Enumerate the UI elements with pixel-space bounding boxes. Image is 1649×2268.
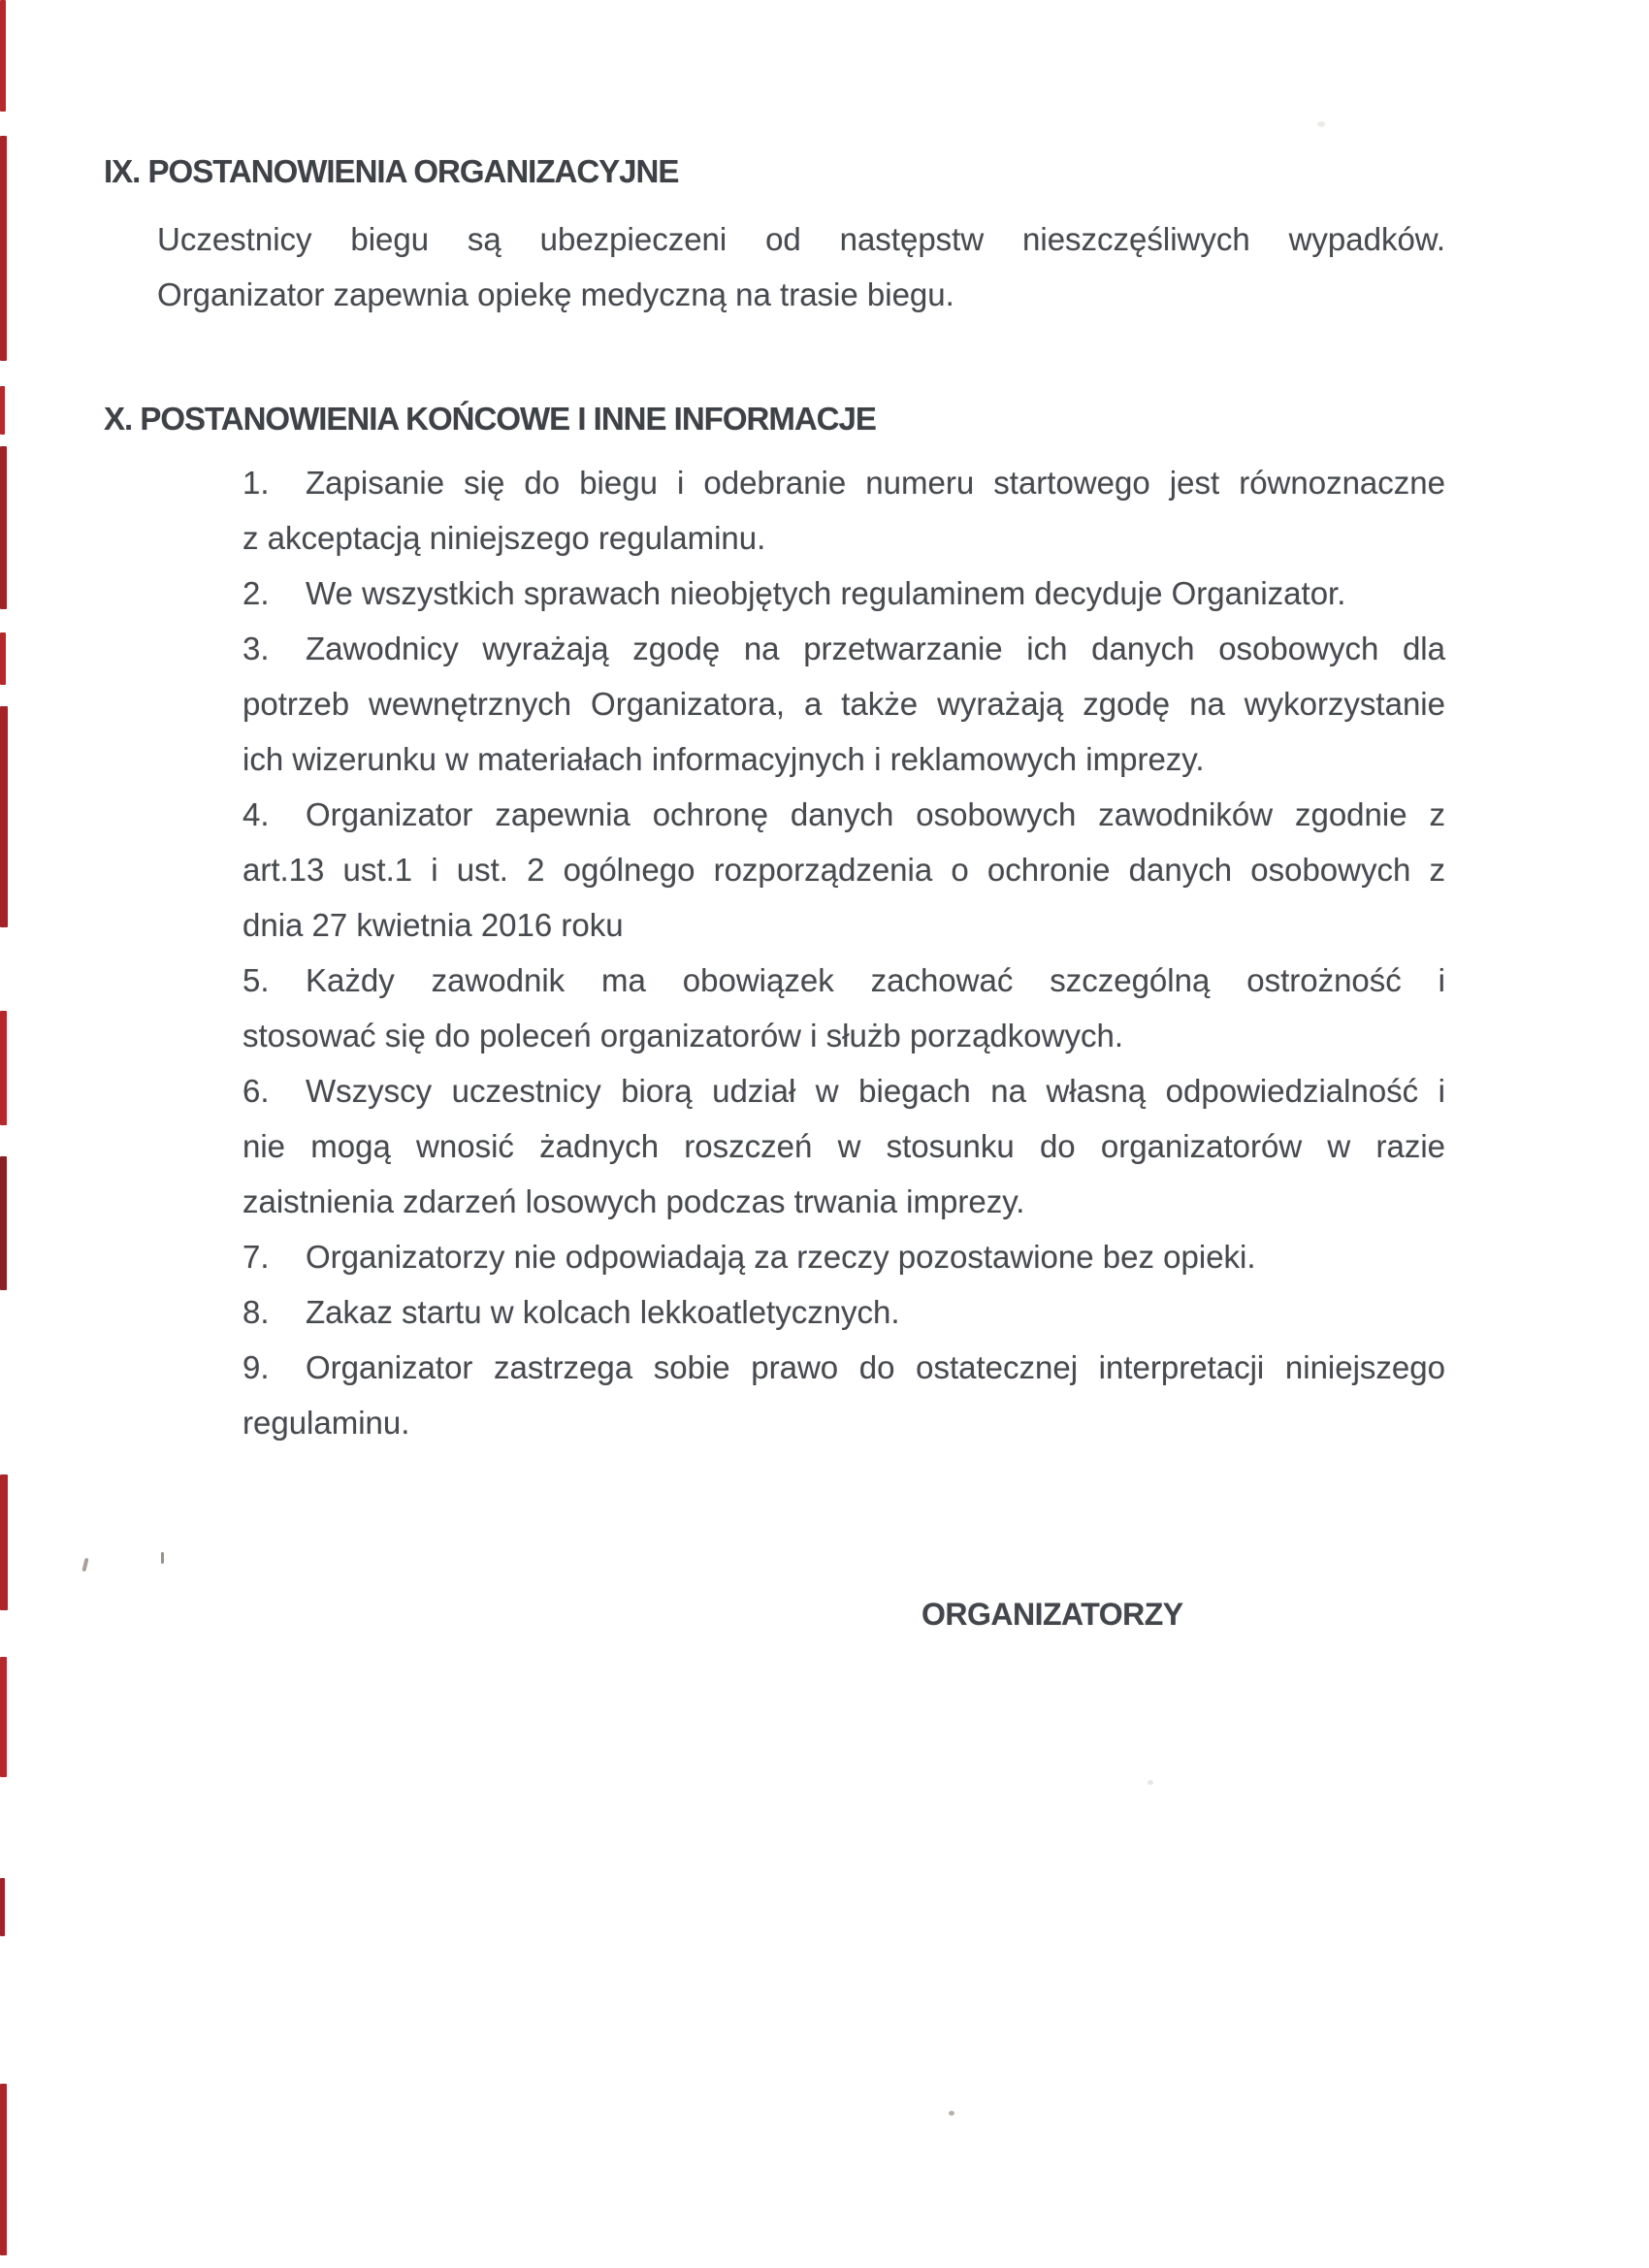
text-run: dnia 27 kwietnia 2016 roku xyxy=(242,907,624,943)
list-item-number: 9. xyxy=(242,1349,270,1385)
text-run: zaistnienia zdarzeń losowych podczas trwania imprezy. xyxy=(242,1183,1025,1219)
scan-edge-segment xyxy=(0,1156,7,1290)
text-run: Organizator zapewnia opiekę medyczną na trasie biegu. xyxy=(157,276,954,312)
text-run: Organizatorzy nie odpowiadają za rzeczy pozostawione bez opieki. xyxy=(306,1239,1256,1275)
text-run: Uczestnicy biegu są ubezpieczeni od następstw nieszczęśliwych wypadków. xyxy=(157,221,1445,257)
scan-speck xyxy=(161,1552,164,1564)
text-line-list-item xyxy=(242,1395,1445,1450)
text-line-list-item xyxy=(242,953,1445,1008)
list-item-number: 4. xyxy=(242,796,270,832)
text-line-list-item xyxy=(242,1118,1445,1174)
text-run: ich wizerunku w materiałach informacyjnych i reklamowych imprezy. xyxy=(242,741,1205,777)
text-line-list-item xyxy=(242,787,1445,842)
text-run: Każdy zawodnik ma obowiązek zachować szczególną ostrożność i xyxy=(306,962,1445,998)
scan-speck xyxy=(949,2111,954,2116)
text-run: regulaminu. xyxy=(242,1405,410,1441)
text-line-list-item xyxy=(242,510,1445,566)
list-item-number: 8. xyxy=(242,1294,270,1330)
scan-edge-segment xyxy=(0,1011,7,1125)
text-line-list-item xyxy=(242,621,1445,676)
text-line-list-item xyxy=(242,897,1445,953)
numbered-list xyxy=(242,455,1445,1450)
text-run: Zawodnicy wyrażają zgodę na przetwarzanie ich danych osobowych dla xyxy=(306,631,1445,666)
list-item-number: 3. xyxy=(242,631,270,666)
text-line-list-item xyxy=(242,1063,1445,1118)
scan-edge-segment xyxy=(0,136,7,361)
text-line-list-item xyxy=(242,731,1445,787)
organizers-signature: ORGANIZATORZY xyxy=(922,1597,1183,1632)
text-line-list-item xyxy=(242,455,1445,510)
text-run: Zakaz startu w kolcach lekkoatletycznych. xyxy=(306,1294,900,1330)
text-run: stosować się do poleceń organizatorów i służb porządkowych. xyxy=(242,1018,1123,1053)
scan-edge-segment xyxy=(0,0,6,112)
scan-edge-segment xyxy=(0,1657,7,1777)
scan-edge-segment xyxy=(0,446,7,609)
text-run: Zapisanie się do biegu i odebranie numeru startowego jest równoznaczne xyxy=(306,465,1445,501)
list-item-number: 5. xyxy=(242,962,270,998)
text-line-list-item xyxy=(242,1174,1445,1229)
scan-edge-segment xyxy=(0,386,5,435)
list-item-number: 1. xyxy=(242,465,270,501)
scan-edge-segment xyxy=(0,706,8,927)
scan-speck xyxy=(81,1558,88,1572)
text-line-list-item xyxy=(242,1284,1445,1340)
list-item-number: 2. xyxy=(242,575,270,611)
text-run: We wszystkich sprawach nieobjętych regulaminem decyduje Organizator. xyxy=(306,575,1346,611)
text-line-list-item xyxy=(242,1340,1445,1395)
section-ix-heading: IX. POSTANOWIENIA ORGANIZACYJNE xyxy=(104,153,679,189)
list-item-number: 7. xyxy=(242,1239,270,1275)
text-line-list-item xyxy=(242,566,1445,621)
text-line-list-item xyxy=(242,1008,1445,1063)
scan-edge-segment xyxy=(0,632,6,685)
scan-edge-segment xyxy=(0,1878,5,1936)
text-run: potrzeb wewnętrznych Organizatora, a także wyrażają zgodę na wykorzystanie xyxy=(242,686,1445,722)
list-item-number: 6. xyxy=(242,1073,270,1109)
text-line-paragraph xyxy=(157,211,1445,267)
scan-speck xyxy=(1317,121,1325,127)
text-run: Organizator zapewnia ochronę danych osobowych zawodników zgodnie z xyxy=(306,796,1445,832)
section-ix-paragraph xyxy=(157,211,1445,322)
text-run: art.13 ust.1 i ust. 2 ogólnego rozporządzenia o ochronie danych osobowych z xyxy=(242,852,1445,888)
section-x-heading: X. POSTANOWIENIA KOŃCOWE I INNE INFORMACJE xyxy=(104,401,876,437)
text-line-list-item xyxy=(242,842,1445,897)
scan-edge-segment xyxy=(0,1474,8,1610)
scan-edge-segment xyxy=(0,2084,7,2255)
text-line-list-item xyxy=(242,676,1445,731)
text-run: nie mogą wnosić żadnych roszczeń w stosunku do organizatorów w razie xyxy=(242,1128,1445,1164)
text-run: z akceptacją niniejszego regulaminu. xyxy=(242,520,766,556)
text-run: Wszyscy uczestnicy biorą udział w biegach na własną odpowiedzialność i xyxy=(306,1073,1445,1109)
scan-speck xyxy=(1148,1780,1153,1785)
text-run: Organizator zastrzega sobie prawo do ostatecznej interpretacji niniejszego xyxy=(306,1349,1445,1385)
text-line-paragraph xyxy=(157,267,1445,322)
text-line-list-item xyxy=(242,1229,1445,1284)
